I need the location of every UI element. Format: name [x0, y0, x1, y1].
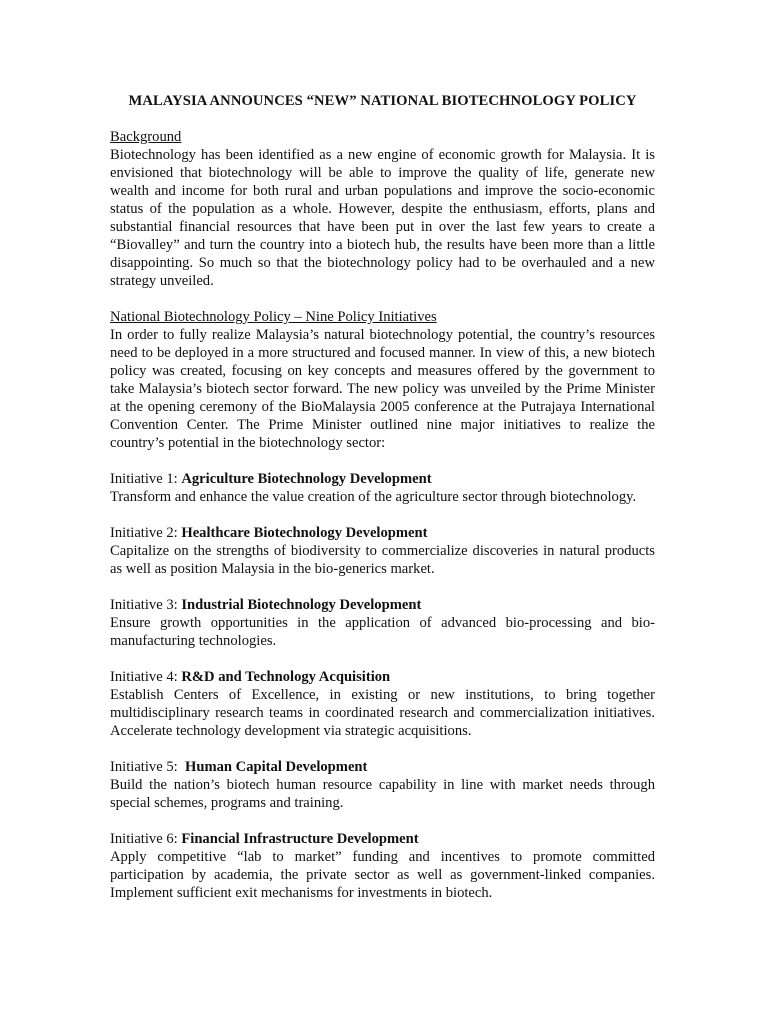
initiative-6	[110, 830, 655, 902]
document-title: MALAYSIA ANNOUNCES “NEW” NATIONAL BIOTECHNOLOGY POLICY	[128, 93, 637, 109]
initiative-name: Financial Infrastructure Development	[181, 831, 419, 847]
initiative-description: Apply competitive “lab to market” funding and incentives to promote committed participation by academia, the private sector as well as government-linked companies. Implement sufficient exit mechanisms for investments in biotech.	[110, 849, 655, 901]
initiative-label: Initiative 3:	[110, 597, 182, 613]
background-heading: Background	[110, 129, 182, 145]
initiative-description: Establish Centers of Excellence, in existing or new institutions, to bring together multidisciplinary research teams in coordinated research and commercialization initiatives. Accelerate technology development via strategic acquisitions.	[110, 687, 655, 739]
initiative-heading	[110, 524, 655, 542]
initiative-heading	[110, 758, 655, 776]
initiative-heading	[110, 830, 655, 848]
initiative-5	[110, 758, 655, 812]
document-page	[110, 92, 655, 920]
initiative-1	[110, 470, 655, 506]
initiative-name: Human Capital Development	[184, 759, 368, 775]
initiative-heading	[110, 470, 655, 488]
initiative-name: Industrial Biotechnology Development	[181, 597, 422, 613]
background-section	[110, 128, 655, 290]
policy-paragraph: In order to fully realize Malaysia’s natural biotechnology potential, the country’s resources need to be deployed in a more structured and focused manner. In view of this, a new biotech policy was created, focusing on key concepts and measures offered by the government to take Malaysia’s biotech sector forward. The new policy was unveiled by the Prime Minister at the opening ceremony of the BioMalaysia 2005 conference at the Putrajaya International Convention Center. The Prime Minister outlined nine major initiatives to realize the country’s potential in the biotechnology sector:	[110, 327, 655, 451]
initiative-description: Transform and enhance the value creation of the agriculture sector through biotechnology.	[110, 489, 637, 505]
background-paragraph: Biotechnology has been identified as a new engine of economic growth for Malaysia. It is envisioned that biotechnology will be able to improve the quality of life, generate new wealth and income for both rural and urban populations and improve the socio-economic status of the population as a whole. However, despite the enthusiasm, efforts, plans and substantial financial resources that have been put in over the last few years to create a “Biovalley” and turn the country into a biotech hub, the results have been more than a little disappointing. So much so that the biotechnology policy had to be overhauled and a new strategy unveiled.	[110, 147, 655, 289]
initiative-4	[110, 668, 655, 740]
initiative-2	[110, 524, 655, 578]
initiative-label: Initiative 4:	[110, 669, 182, 685]
initiative-label: Initiative 5:	[110, 759, 185, 775]
initiative-label: Initiative 2:	[110, 525, 182, 541]
initiative-label: Initiative 1:	[110, 471, 182, 487]
initiative-heading	[110, 668, 655, 686]
initiative-heading	[110, 596, 655, 614]
initiative-description: Capitalize on the strengths of biodiversity to commercialize discoveries in natural products as well as position Malaysia in the bio-generics market.	[110, 543, 655, 577]
initiative-name: Agriculture Biotechnology Development	[181, 471, 432, 487]
policy-heading: National Biotechnology Policy – Nine Policy Initiatives	[110, 309, 437, 325]
initiative-name: R&D and Technology Acquisition	[181, 669, 391, 685]
policy-section	[110, 308, 655, 452]
initiative-3	[110, 596, 655, 650]
initiative-description: Ensure growth opportunities in the application of advanced bio-processing and bio-manufacturing technologies.	[110, 615, 655, 649]
initiative-description: Build the nation’s biotech human resource capability in line with market needs through special schemes, programs and training.	[110, 777, 655, 811]
initiative-label: Initiative 6:	[110, 831, 182, 847]
initiative-name: Healthcare Biotechnology Development	[181, 525, 428, 541]
